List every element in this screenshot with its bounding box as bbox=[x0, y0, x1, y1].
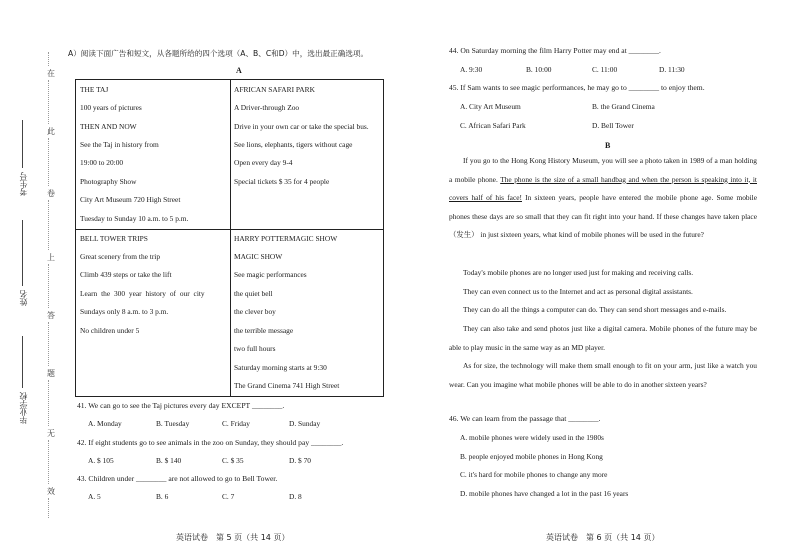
option: D. 11:30 bbox=[659, 65, 685, 74]
option: B. $ 140 bbox=[156, 456, 182, 465]
passage-paragraph: As for size, the technology will make them small enough to fit on your arm, just like a watch you wear. Can you imagine what mobile phones will be able to do in another sixteen years? bbox=[449, 361, 757, 389]
ad-line: the clever boy bbox=[234, 307, 276, 316]
option: D. mobile phones have changed a lot in the past 16 years bbox=[460, 489, 629, 498]
ad-line: 100 years of pictures bbox=[80, 103, 142, 112]
instruction: A）阅读下面广告和短文，从各题所给的四个选项（A、B、C和D）中，选出最正确选项。 bbox=[68, 49, 369, 58]
margin-char: 题 bbox=[47, 369, 55, 378]
ad-line: BELL TOWER TRIPS bbox=[80, 234, 148, 243]
label-exam-number: 考生号 bbox=[19, 172, 28, 196]
ad-line: Saturday morning starts at 9:30 bbox=[234, 363, 327, 372]
ad-line: Tuesday to Sunday 10 a.m. to 5 p.m. bbox=[80, 214, 189, 223]
option: C. 7 bbox=[222, 492, 235, 501]
dotted-line bbox=[48, 440, 49, 484]
ad-line: See lions, elephants, tigers without cage bbox=[234, 140, 353, 149]
page-footer-left: 英语试卷 第 5 页（共 14 页） bbox=[176, 533, 290, 542]
option: D. $ 70 bbox=[289, 456, 311, 465]
dotted-line bbox=[48, 200, 49, 250]
ad-line: Sundays only 8 a.m. to 3 p.m. bbox=[80, 307, 169, 316]
option: C. it's hard for mobile phones to change any more bbox=[460, 470, 608, 479]
label-school: 毕业学校 bbox=[19, 392, 28, 424]
option: B. 10:00 bbox=[526, 65, 552, 74]
passage-paragraph bbox=[449, 152, 757, 245]
option: B. 6 bbox=[156, 492, 169, 501]
margin-char: 效 bbox=[47, 487, 55, 496]
ad-line: THEN AND NOW bbox=[80, 122, 137, 131]
passage-paragraph: Today's mobile phones are no longer used just for making and receiving calls. bbox=[463, 268, 694, 277]
passage-paragraph: They can do all the things a computer can do. They can send short messages and e-mails. bbox=[463, 305, 727, 314]
ad-line: Photography Show bbox=[80, 177, 137, 186]
margin-char: 无 bbox=[47, 429, 55, 438]
dotted-line bbox=[48, 138, 49, 186]
margin-char: 卷 bbox=[47, 189, 55, 198]
option: A. 5 bbox=[88, 492, 101, 501]
option: C. $ 35 bbox=[222, 456, 244, 465]
option: A. $ 105 bbox=[88, 456, 114, 465]
ad-line: two full hours bbox=[234, 344, 276, 353]
ad-line: AFRICAN SAFARI PARK bbox=[234, 85, 315, 94]
question-stem: 44. On Saturday morning the film Harry Potter may end at ________. bbox=[449, 46, 661, 55]
option: B. people enjoyed mobile phones in Hong Kong bbox=[460, 452, 603, 461]
ad-line: Open every day 9-4 bbox=[234, 158, 293, 167]
option: D. Sunday bbox=[289, 419, 321, 428]
option: A. Monday bbox=[88, 419, 122, 428]
question-stem: 46. We can learn from the passage that ________. bbox=[449, 414, 601, 423]
ad-line: Learn the 300 year history of our city bbox=[80, 289, 205, 298]
ad-line: Great scenery from the trip bbox=[80, 252, 161, 261]
option: B. the Grand Cinema bbox=[592, 102, 655, 111]
ad-line: A Driver-through Zoo bbox=[234, 103, 300, 112]
ad-line: HARRY POTTERMAGIC SHOW bbox=[234, 234, 338, 243]
dotted-line bbox=[48, 264, 49, 308]
ad-line: No children under 5 bbox=[80, 326, 140, 335]
option: A. mobile phones were widely used in the 1980s bbox=[460, 433, 604, 442]
passage-text: If you go to the Hong Kong History Museum, you will see a photo taken in 1989 of a man holding a mobile phone. bbox=[449, 156, 757, 184]
option: C. 11:00 bbox=[592, 65, 618, 74]
passage-text: In sixteen years, people have entered the mobile phone age. Some mobile phones these days are so small that they can fit right into your hand. If these changes have taken place（发生） in just sixteen years, what kind of mobile phones will be used in the future? bbox=[449, 193, 758, 240]
ad-line: Drive in your own car or take the special bus. bbox=[234, 122, 369, 131]
ad-line: the quiet bell bbox=[234, 289, 273, 298]
fill-line bbox=[22, 336, 23, 388]
margin-char: 上 bbox=[47, 253, 55, 262]
option: D. 8 bbox=[289, 492, 302, 501]
ad-line: The Grand Cinema 741 High Street bbox=[234, 381, 340, 390]
margin-char: 此 bbox=[47, 127, 55, 136]
ad-line: MAGIC SHOW bbox=[234, 252, 283, 261]
page-footer-right: 英语试卷 第 6 页（共 14 页） bbox=[546, 533, 660, 542]
question-stem: 43. Children under ________ are not allowed to go to Bell Tower. bbox=[77, 474, 278, 483]
dotted-line bbox=[48, 380, 49, 426]
dotted-line bbox=[48, 322, 49, 366]
dotted-line bbox=[48, 52, 49, 66]
option: A. City Art Museum bbox=[460, 102, 521, 111]
question-stem: 45. If Sam wants to see magic performances, he may go to ________ to enjoy them. bbox=[449, 83, 705, 92]
ad-line: 19:00 to 20:00 bbox=[80, 158, 124, 167]
margin-char: 答 bbox=[47, 311, 55, 320]
option: C. African Safari Park bbox=[460, 121, 526, 130]
ad-line: Special tickets $ 35 for 4 people bbox=[234, 177, 330, 186]
ad-line: See the Taj in history from bbox=[80, 140, 159, 149]
question-stem: 42. If eight students go to see animals in the zoo on Sunday, they should pay ________. bbox=[77, 438, 344, 447]
option: B. Tuesday bbox=[156, 419, 190, 428]
option: D. Bell Tower bbox=[592, 121, 634, 130]
ad-line: See magic performances bbox=[234, 270, 307, 279]
option: C. Friday bbox=[222, 419, 250, 428]
label-name: 姓名 bbox=[19, 290, 28, 306]
dotted-line bbox=[48, 498, 49, 518]
section-b-title: B bbox=[605, 141, 611, 150]
question-stem: 41. We can go to see the Taj pictures every day EXCEPT ________. bbox=[77, 401, 285, 410]
section-a-title: A bbox=[236, 66, 242, 75]
dotted-line bbox=[48, 80, 49, 124]
fill-line bbox=[22, 120, 23, 168]
ad-line: Climb 439 steps or take the lift bbox=[80, 270, 172, 279]
fill-line bbox=[22, 220, 23, 286]
ad-line: THE TAJ bbox=[80, 85, 109, 94]
passage-underlined-sentence: The phone is the size of a small handbag and when the person is speaking into it, it covers half of his face! bbox=[449, 174, 757, 203]
ad-line: the terrible message bbox=[234, 326, 294, 335]
passage-paragraph: They can also take and send photos just like a digital camera. Mobile phones of the future may be able to play music in the same way as an MD player. bbox=[449, 324, 757, 352]
passage-paragraph: They can even connect us to the Internet and act as personal digital assistants. bbox=[463, 287, 693, 296]
option: A. 9:30 bbox=[460, 65, 483, 74]
ad-line: City Art Museum 720 High Street bbox=[80, 195, 181, 204]
ad-table bbox=[75, 79, 384, 397]
margin-char: 在 bbox=[47, 69, 55, 78]
